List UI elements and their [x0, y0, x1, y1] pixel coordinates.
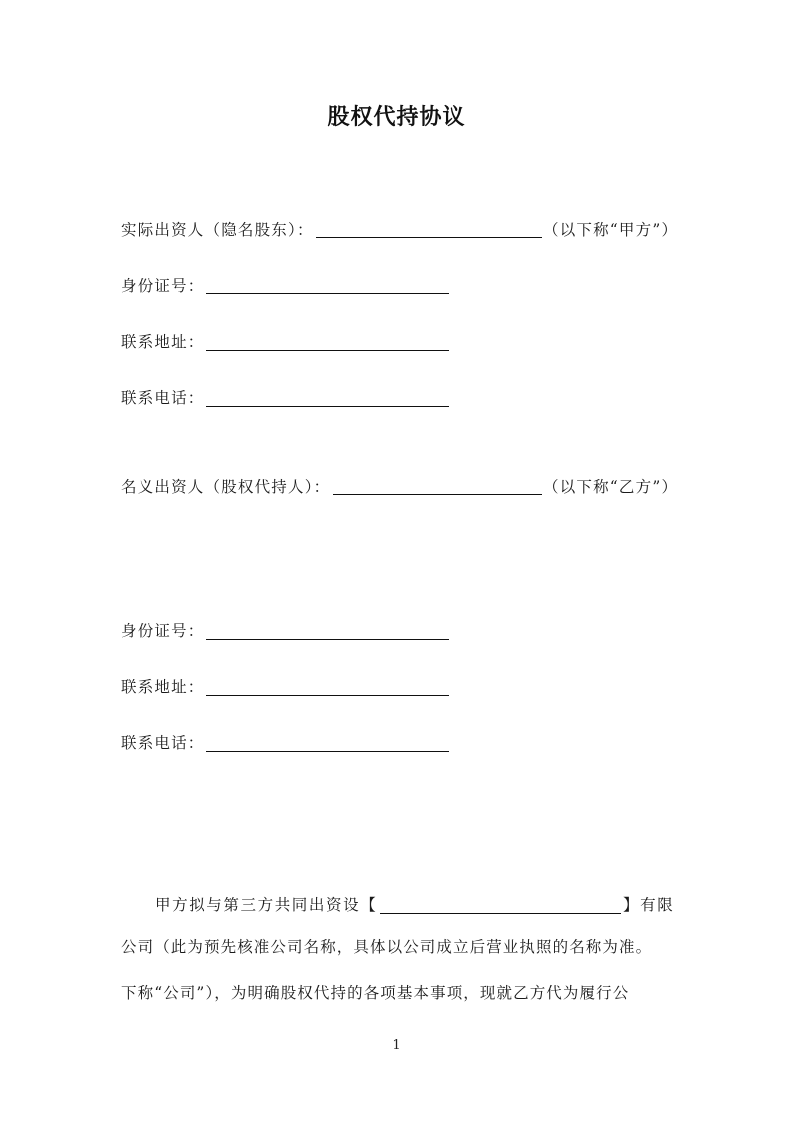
party-a-address-field[interactable]: [206, 350, 449, 351]
party-a-name-field[interactable]: [316, 237, 542, 238]
party-b-phone-label: 联系电话：: [121, 734, 205, 752]
party-b-name-field[interactable]: [333, 494, 542, 495]
party-a-alias: （以下称“甲方”）: [543, 221, 679, 239]
page-number: 1: [392, 1038, 401, 1053]
body-line-1-prefix: 甲方拟与第三方共同出资设【: [155, 896, 378, 914]
party-b-address-field[interactable]: [206, 695, 449, 696]
company-name-field[interactable]: [380, 913, 621, 914]
party-a-phone-field[interactable]: [206, 406, 449, 407]
party-b-name-label: 名义出资人（股权代持人）：: [121, 478, 331, 496]
party-b-id-field[interactable]: [206, 639, 449, 640]
document-title: 股权代持协议: [327, 105, 466, 130]
party-a-address-label: 联系地址：: [121, 333, 205, 351]
party-a-phone-label: 联系电话：: [121, 389, 205, 407]
party-b-phone-field[interactable]: [206, 751, 449, 752]
party-b-id-label: 身份证号：: [121, 622, 205, 640]
body-line-3: 下称“公司”），为明确股权代持的各项基本事项，现就乙方代为履行公: [121, 984, 630, 1002]
party-a-id-field[interactable]: [206, 293, 449, 294]
party-b-address-label: 联系地址：: [121, 678, 205, 696]
party-a-name-label: 实际出资人（隐名股东）：: [121, 221, 314, 239]
body-line-1-suffix: 】有限: [623, 896, 675, 914]
party-a-id-label: 身份证号：: [121, 277, 205, 295]
party-b-alias: （以下称“乙方”）: [543, 478, 679, 496]
body-line-2: 公司（此为预先核准公司名称，具体以公司成立后营业执照的名称为准。: [121, 938, 653, 956]
